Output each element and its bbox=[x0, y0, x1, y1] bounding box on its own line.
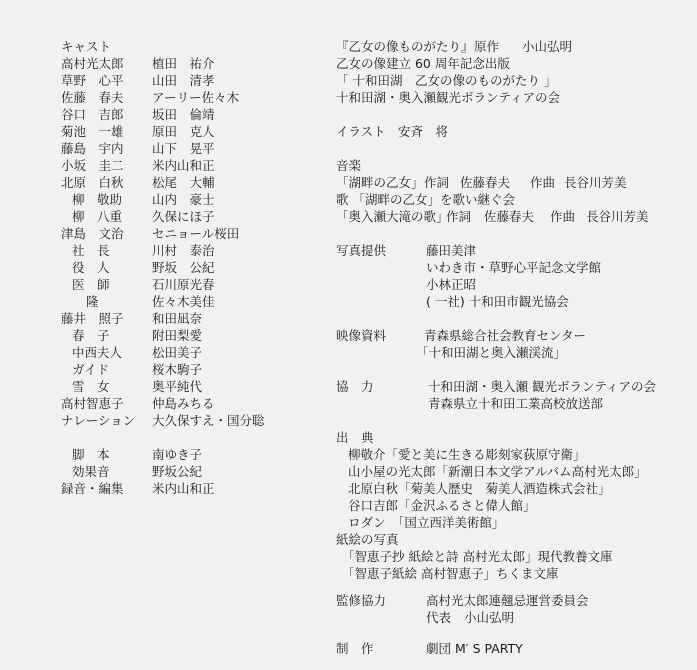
cast-role: 隆 bbox=[86, 294, 99, 309]
cast-actor: 山田 清孝 bbox=[152, 73, 215, 88]
cast-role: 医 師 bbox=[72, 277, 110, 292]
cast-role: 社 長 bbox=[72, 243, 110, 258]
cast-role: 草野 心平 bbox=[61, 73, 124, 88]
staff-role: 脚 本 bbox=[72, 447, 110, 462]
cast-actor: 山下 晃平 bbox=[152, 141, 215, 156]
cast-actor: 久保にほ子 bbox=[152, 209, 215, 224]
cast-role: 柳 敬助 bbox=[72, 192, 123, 207]
cast-role: 雪 女 bbox=[72, 379, 110, 394]
cast-actor: セニョール桜田 bbox=[152, 226, 240, 241]
cast-actor: 仲島みちる bbox=[152, 396, 215, 411]
staff-name: 南ゆき子 bbox=[152, 447, 203, 462]
cast-role: 菊池 一雄 bbox=[61, 124, 124, 139]
cast-actor: 野坂 公紀 bbox=[152, 260, 215, 275]
cast-role: 小坂 圭二 bbox=[61, 158, 124, 173]
cast-role: ガイド bbox=[72, 362, 110, 377]
staff-role: 効果音 bbox=[72, 464, 110, 479]
cast-actor: 大久保すえ・国分聡 bbox=[152, 413, 265, 428]
cast-actor: 坂田 倫靖 bbox=[152, 107, 215, 122]
credits-page: キャスト 高村光太郎 植田 祐介 草野 心平 山田 清孝 佐藤 春夫 アーリー佐々木 谷口 吉郎 坂田 倫靖 菊池 一雄 原田 克人 藤島 宇内 山下 晃平 小坂 圭二 米内山和正 北原 白秋 松尾 大輔 柳 敬助 山内 豪士 柳 八重 久保にほ子 津島 文治 セニョール桜田 社 長 川村 泰治 役 人 野坂 公紀 医 師 石川原光春 隆 佐々木美佳 藤井 照子 和田凪奈 春 子 附田梨愛 中西夫人 松田美子 ガイド 桜木駒子 雪 女 奥平純代 高村智恵子 仲島みちる ナレーション 大久保すえ・国分聡 脚 本 南ゆき子 効果音 野坂公紀 録音・編集 米内山和正 『乙女の像ものがたり』 原作 小山弘明 乙女の像建立 60 周年記念出版 「 十和田湖 乙女の像のものがたり 」 十和田湖・奥入瀬観光ボランティアの会 イラスト 安斉 将 音楽 「湖畔の乙女」 作詞 佐藤春夫 作曲 長谷川芳美 歌 「湖畔の乙女」を歌い継ぐ会 「奥入瀬大滝の歌」 作詞 佐藤春夫 作曲 長谷川芳美 写真提供 藤田美津 いわき市・草野心平記念文学館 小林正昭 ( 一社) 十和田市観光協会 映像資料 青森県総合社会教育センター 「十和田湖と奥入瀬渓流」 協 力 十和田湖・奥入瀬 観光ボランティアの会 青森県立十和田工業高校放送部 出 典 柳敬介「愛と美に生きる彫刻家荻原守衛」 山小屋の光太郎「新潮日本文学アルバム高村光太郎」 北原白秋「菊美人歴史 菊美人酒造株式会社」 谷口吉郎「金沢ふるさと偉人館」 ロダン 「国立西洋美術館」 紙絵の写真 「智恵子抄 紙絵と詩 高村光太郎」現代教養文庫 「智恵子紙絵 高村智恵子」ちくま文庫 監修協力 高村光太郎連翹忌運営委員会 代表 小山弘明 制 作 劇団 M′ S PARTY bbox=[61, 39, 656, 656]
cast-actor: 松田美子 bbox=[152, 345, 203, 360]
cast-role: 佐藤 春夫 bbox=[61, 90, 124, 105]
cast-role: ナレーション bbox=[61, 413, 136, 428]
cast-role: 中西夫人 bbox=[72, 345, 123, 360]
cast-actor: 植田 祐介 bbox=[152, 56, 215, 71]
staff-name: 野坂公紀 bbox=[152, 464, 203, 479]
cast-actor: 米内山和正 bbox=[152, 158, 215, 173]
staff-role: 録音・編集 bbox=[61, 481, 124, 496]
cast-actor: 桜木駒子 bbox=[152, 362, 203, 377]
cast-actor: 川村 泰治 bbox=[152, 243, 215, 258]
cast-role: 高村智恵子 bbox=[61, 396, 124, 411]
cast-actor: 和田凪奈 bbox=[152, 311, 203, 326]
cast-role: 藤井 照子 bbox=[61, 311, 124, 326]
cast-role: 春 子 bbox=[72, 328, 110, 343]
cast-role: 藤島 宇内 bbox=[61, 141, 124, 156]
cast-actor: 佐々木美佳 bbox=[152, 294, 215, 309]
cast-actor: アーリー佐々木 bbox=[152, 90, 240, 105]
cast-role: 柳 八重 bbox=[72, 209, 123, 224]
cast-role: 谷口 吉郎 bbox=[61, 107, 124, 122]
cast-actor: 奥平純代 bbox=[152, 379, 203, 394]
cast-role: 高村光太郎 bbox=[61, 56, 124, 71]
cast-actor: 松尾 大輔 bbox=[152, 175, 215, 190]
cast-actor: 山内 豪士 bbox=[152, 192, 215, 207]
cast-role: 津島 文治 bbox=[61, 226, 124, 241]
staff-name: 米内山和正 bbox=[152, 481, 215, 496]
cast-actor: 石川原光春 bbox=[152, 277, 215, 292]
cast-role: 北原 白秋 bbox=[61, 175, 124, 190]
cast-role: 役 人 bbox=[72, 260, 110, 275]
cast-actor: 原田 克人 bbox=[152, 124, 215, 139]
cast-actor: 附田梨愛 bbox=[152, 328, 203, 343]
